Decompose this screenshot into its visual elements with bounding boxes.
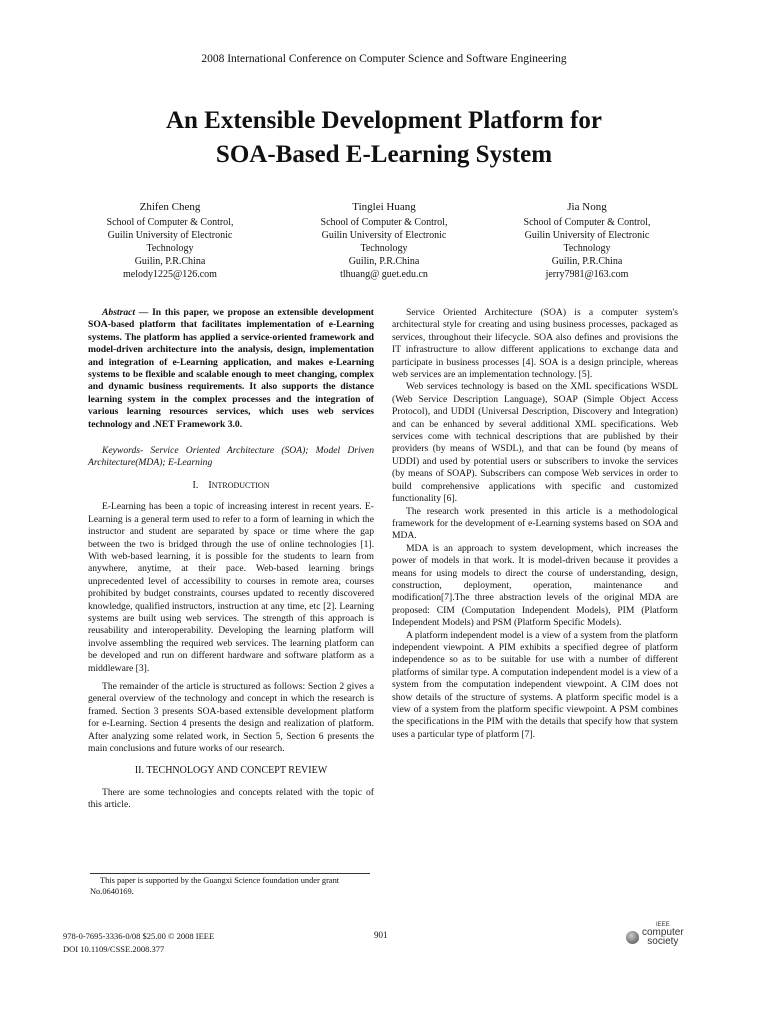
paragraph: E-Learning has been a topic of increasing interest in recent years. E-Learning is a general term used to refer to a form of learning in which the instructor and student are separated by space or time where the gap between the two is bridged through the use of online technologies [1]. With web-based learning, it is possible for the students to learn from anywhere, anytime, at their pace. Web-based learning brings unprecedented level of accessibility to courses in remote area, courses prohibited by budget constraints, courses updated to recently discovered knowledge, qualified instructors, instruction at any time, etc [2]. Learning systems are built using web services. The strength of this approach is reusability and interoperability. Developing the learning platform will involve assembling the required web services. The learning platform can be developed and run on different hardware and software platform as a middleware [3].: [88, 501, 374, 674]
author-location: Guilin, P.R.China: [134, 256, 206, 267]
author-name: Jia Nong: [567, 201, 607, 213]
author-email[interactable]: melody1225@126.com: [123, 269, 217, 280]
logo-ieee-text: IEEE: [656, 922, 670, 928]
logo-line-1: computer: [642, 927, 684, 938]
author-dept: School of Computer & Control,: [106, 217, 234, 228]
author-univ-2: Technology: [146, 243, 194, 254]
title-line-1: An Extensible Development Platform for: [165, 107, 603, 134]
author-block-2: [294, 201, 474, 281]
paragraph: Service Oriented Architecture (SOA) is a computer system's architectural style for creating and using business processes, packaged as services, throughout their lifecycle. SOA also defines and provisions the IT infrastructure to allow different applications to exchange data and participate in business processes [4]. SOA is a design principle, whereas web services are an implementation technology. [5].: [392, 307, 678, 381]
author-univ: Guilin University of Electronic: [524, 230, 650, 241]
ieee-computer-society-logo: [626, 922, 704, 952]
keywords: Keywords- Service Oriented Architecture (SOA); Model Driven Architecture(MDA); E-Learning: [88, 445, 374, 469]
doi-line: DOI 10.1109/CSSE.2008.377: [63, 944, 165, 954]
author-dept: School of Computer & Control,: [320, 217, 448, 228]
paragraph: The remainder of the article is structured as follows: Section 2 gives a general overview of the technology and concept in which the research is framed. Section 3 presents SOA-based extensible development platform for e-Learning. Section 4 presents the design and realization of platform. After analyzing some related work, in Section 5, Section 6 presents the main conclusions and future works of our research.: [88, 680, 374, 754]
author-email[interactable]: jerry7981@163.com: [545, 269, 629, 280]
page-number: 901: [374, 930, 388, 940]
logo-line-2: society: [647, 936, 679, 947]
isbn-line: 978-0-7695-3336-0/08 $25.00 © 2008 IEEE: [63, 931, 215, 941]
conference-header: 2008 International Conference on Computer Science and Software Engineering: [201, 53, 567, 65]
logo-text: [642, 928, 684, 946]
footnote: This paper is supported by the Guangxi Science foundation under grant No.0640169.: [90, 876, 340, 896]
footnote-rule: [90, 873, 370, 874]
section-heading-2: II. TECHNOLOGY AND CONCEPT REVIEW: [134, 765, 328, 777]
author-name: Zhifen Cheng: [139, 201, 201, 213]
section-initial: I: [208, 479, 212, 491]
author-location: Guilin, P.R.China: [348, 256, 420, 267]
right-column: [392, 307, 678, 741]
author-email[interactable]: tlhuang@ guet.edu.cn: [340, 269, 428, 280]
globe-icon: [626, 931, 639, 944]
abstract: [88, 307, 374, 431]
section-title-rest: NTRODUCTION: [211, 480, 270, 490]
author-name: Tinglei Huang: [352, 201, 416, 213]
paragraph: MDA is an approach to system development, which increases the power of models in that work. It is model-driven because it provides a means for using models to direct the course of understanding, design, construction, deployment, operation, maintenance and modification[7].The three abstraction levels of the original MDA are proposed: CIM (Computation Independent Models), PIM (Platform Independent Models) and PSM (Platform Specific Models).: [392, 542, 678, 629]
author-block-3: [497, 201, 677, 281]
author-univ-2: Technology: [360, 243, 408, 254]
left-column: [88, 307, 374, 812]
publication-info: [63, 930, 214, 956]
section-number: I.: [192, 479, 199, 491]
paragraph: A platform independent model is a view of a system from the platform independent viewpoint. A PIM exhibits a specified degree of platform independence so as to be suitable for use with a number of different platforms of similar type. A computation independent model is a view of a system from the computation independent viewpoint. A CIM does not show details of the structure of systems. A platform specific model is a view of a system from the platform specific viewpoint. A PSM combines the specifications in the PIM with the details that specify how that system uses a particular type of platform [7].: [392, 629, 678, 740]
paragraph: The research work presented in this article is a methodological framework for the development of e-Learning systems based on SOA and MDA.: [392, 505, 678, 542]
section-heading-1: [88, 480, 374, 492]
author-univ: Guilin University of Electronic: [321, 230, 447, 241]
author-dept: School of Computer & Control,: [523, 217, 651, 228]
paragraph: Web services technology is based on the XML specifications WSDL (Web Service Description Language), SOAP (Simple Object Access Protocol), and UDDI (Universal Description, Discovery and Integration) and can be enhanced by several additional XML specifications. Web services come with technical descriptions that are published by their providers (by means of WSDL), and that can be found (by means of UDDI) and used by potential users or subscribers to invoke the services (by means of SOAP). Subscribers can compose Web services in order to build comprehensive applications with specific and customized functionality [6].: [392, 381, 678, 505]
author-location: Guilin, P.R.China: [551, 256, 623, 267]
author-univ-2: Technology: [563, 243, 611, 254]
title-line-2: SOA-Based E-Learning System: [215, 141, 553, 168]
abstract-text: In this paper, we propose an extensible development SOA-based platform that facilitates implementation of e-Learning systems. The platform has applied a service-oriented framework and model-driven architecture into the analysis, design, implementation and integration of e-Learning application, and makes e-Learning systems to be flexible and scalable enough to meet changing, complex and dynamic business requirements. It also supports the distance learning system in the complex processes and the integration of various learning resources services, which uses web services technology and .NET Framework 3.0.: [88, 307, 374, 430]
paragraph: There are some technologies and concepts related with the topic of this article.: [88, 786, 374, 811]
paper-title: [60, 104, 708, 172]
abstract-label: Abstract —: [102, 307, 149, 318]
author-univ: Guilin University of Electronic: [107, 230, 233, 241]
author-block-1: [80, 201, 260, 281]
